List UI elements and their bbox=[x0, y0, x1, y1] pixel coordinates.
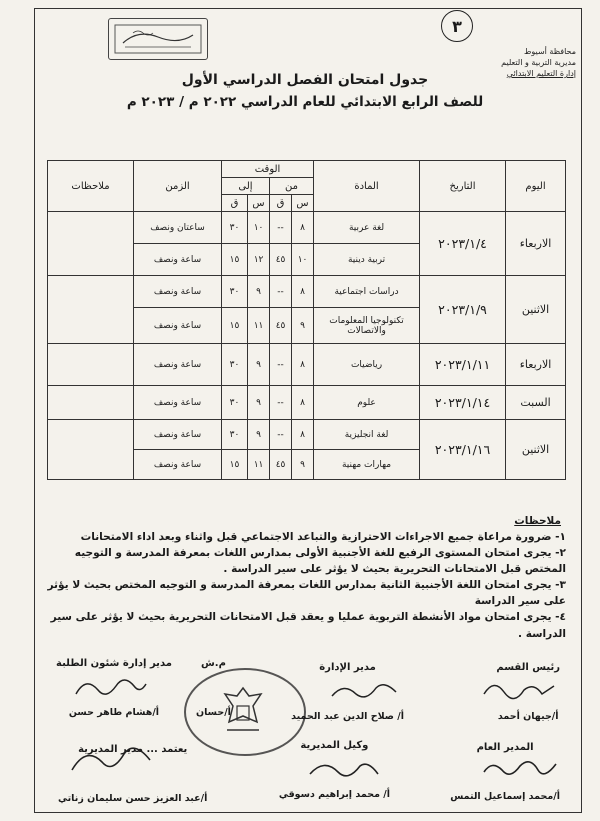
institution-logo-icon bbox=[108, 18, 208, 60]
from-s-cell: ٨ bbox=[292, 420, 314, 450]
header-duration: الزمن bbox=[134, 161, 222, 212]
duration-cell: ساعة ونصف bbox=[134, 450, 222, 480]
from-s-cell: ٩ bbox=[292, 308, 314, 344]
header-from-q: ق bbox=[270, 195, 292, 212]
from-s-cell: ٩ bbox=[292, 450, 314, 480]
duration-cell: ساعة ونصف bbox=[134, 308, 222, 344]
handwritten-signature-icon bbox=[66, 740, 156, 784]
to-s-cell: ٩ bbox=[248, 276, 270, 308]
day-cell: الاثنين bbox=[506, 276, 566, 344]
day-cell: الاربعاء bbox=[506, 344, 566, 386]
to-s-cell: ٩ bbox=[248, 420, 270, 450]
signature-role: رئيس القسم bbox=[496, 662, 560, 673]
subject-cell: رياضيات bbox=[314, 344, 420, 386]
date-cell: ٢٠٢٣/١/٩ bbox=[420, 276, 506, 344]
to-q-cell: ١٥ bbox=[222, 308, 248, 344]
table-row bbox=[48, 212, 566, 244]
signature-name: أ/ صلاح الدين عبد الحميد bbox=[291, 711, 404, 722]
note-item: ١- ضرورة مراعاة جميع الاجراءات الاحترازية والتباعد الاجتماعي قبل واثناء وبعد اداء الامتحانات bbox=[80, 531, 566, 543]
header-time: الوقت bbox=[222, 161, 314, 178]
signature-name: أ/محمد إسماعيل التمس bbox=[450, 791, 560, 802]
from-s-cell: ٨ bbox=[292, 276, 314, 308]
to-s-cell: ١١ bbox=[248, 308, 270, 344]
notes-cell bbox=[48, 276, 134, 344]
handwritten-signature-icon bbox=[70, 672, 150, 706]
from-q-cell: -- bbox=[270, 420, 292, 450]
duration-cell: ساعة ونصف bbox=[134, 386, 222, 420]
from-q-cell: -- bbox=[270, 386, 292, 420]
note-item: ٤- يجرى امتحان مواد الأنشطة التربوية عمليا و يعقد قبل الامتحانات التحريرية بحيث لا يؤثر على سير الدراسة . bbox=[50, 611, 566, 640]
handwritten-signature-icon bbox=[480, 756, 560, 786]
to-q-cell: ٣٠ bbox=[222, 420, 248, 450]
ministry-line-3: إدارة التعليم الابتدائي bbox=[506, 69, 576, 78]
notes-cell bbox=[48, 386, 134, 420]
table-row bbox=[48, 276, 566, 308]
header-day: اليوم bbox=[506, 161, 566, 212]
to-q-cell: ٣٠ bbox=[222, 276, 248, 308]
to-s-cell: ١١ bbox=[248, 450, 270, 480]
from-q-cell: ٤٥ bbox=[270, 244, 292, 276]
handwritten-signature-icon bbox=[304, 756, 384, 786]
to-q-cell: ١٥ bbox=[222, 244, 248, 276]
notes-cell bbox=[48, 420, 134, 480]
signature-inspector bbox=[196, 658, 231, 718]
from-q-cell: -- bbox=[270, 276, 292, 308]
header-subject: المادة bbox=[314, 161, 420, 212]
signature-name: أ/ محمد إبراهيم دسوقي bbox=[278, 789, 390, 800]
page-subtitle: للصف الرابع الابتدائي للعام الدراسي ٢٠٢٢ م / ٢٠٢٣ م bbox=[126, 94, 484, 110]
handwritten-signature-icon bbox=[326, 676, 406, 704]
page-number-badge: ٣ bbox=[441, 10, 473, 42]
table-row bbox=[48, 420, 566, 450]
to-q-cell: ٣٠ bbox=[222, 344, 248, 386]
signature-name: أ/عبد العزيز حسن سليمان زناتي bbox=[58, 793, 208, 804]
subject-cell: تكنولوجيا المعلومات والاتصالات bbox=[314, 308, 420, 344]
table-row bbox=[48, 344, 566, 386]
signature-name: أ/حسان bbox=[196, 707, 231, 718]
to-q-cell: ٣٠ bbox=[222, 386, 248, 420]
header-date: التاريخ bbox=[420, 161, 506, 212]
signature-name: أ/هشام طاهر حسن bbox=[68, 707, 160, 718]
page-title: جدول امتحان الفصل الدراسي الأول bbox=[181, 72, 429, 88]
to-q-cell: ٣٠ bbox=[222, 212, 248, 244]
date-cell: ٢٠٢٣/١/٤ bbox=[420, 212, 506, 276]
to-s-cell: ٩ bbox=[248, 344, 270, 386]
subject-cell: دراسات اجتماعية bbox=[314, 276, 420, 308]
duration-cell: ساعة ونصف bbox=[134, 276, 222, 308]
date-cell: ٢٠٢٣/١/١٤ bbox=[420, 386, 506, 420]
notes-cell bbox=[48, 344, 134, 386]
table-row bbox=[48, 386, 566, 420]
header-to-q: ق bbox=[222, 195, 248, 212]
signature-role: م.ش bbox=[200, 658, 226, 669]
header-from: من bbox=[270, 178, 314, 195]
to-s-cell: ٩ bbox=[248, 386, 270, 420]
exam-schedule-table bbox=[47, 160, 566, 480]
duration-cell: ساعة ونصف bbox=[134, 344, 222, 386]
to-s-cell: ١٢ bbox=[248, 244, 270, 276]
subject-cell: تربية دينية bbox=[314, 244, 420, 276]
from-q-cell: ٤٥ bbox=[270, 308, 292, 344]
notes-heading: ملاحظات bbox=[514, 515, 561, 527]
date-cell: ٢٠٢٣/١/١١ bbox=[420, 344, 506, 386]
note-item: ٣- يجرى امتحان اللغة الأجنبية الثانية بمدارس اللغات بمعرفة المدرسة و التوجيه المختص بحيث لا يؤثر على سير الدراسة bbox=[47, 579, 566, 608]
ministry-line-2: مديرية التربية و التعليم bbox=[501, 58, 576, 67]
signature-role: مدير الإدارة bbox=[319, 662, 376, 673]
duration-cell: ساعة ونصف bbox=[134, 244, 222, 276]
from-s-cell: ٨ bbox=[292, 212, 314, 244]
subject-cell: لغة انجليزية bbox=[314, 420, 420, 450]
from-q-cell: ٤٥ bbox=[270, 450, 292, 480]
day-cell: السبت bbox=[506, 386, 566, 420]
header-from-s: س bbox=[292, 195, 314, 212]
from-s-cell: ١٠ bbox=[292, 244, 314, 276]
from-q-cell: -- bbox=[270, 212, 292, 244]
duration-cell: ساعتان ونصف bbox=[134, 212, 222, 244]
duration-cell: ساعة ونصف bbox=[134, 420, 222, 450]
date-cell: ٢٠٢٣/١/١٦ bbox=[420, 420, 506, 480]
to-q-cell: ١٥ bbox=[222, 450, 248, 480]
to-s-cell: ١٠ bbox=[248, 212, 270, 244]
signature-role: مدير إدارة شئون الطلبة bbox=[56, 658, 172, 669]
subject-cell: علوم bbox=[314, 386, 420, 420]
from-q-cell: -- bbox=[270, 344, 292, 386]
header-notes: ملاحظات bbox=[48, 161, 134, 212]
signature-role: يعتمد ... مدير المديرية bbox=[78, 744, 188, 755]
signature-role: المدير العام bbox=[476, 742, 534, 753]
notes-cell bbox=[48, 212, 134, 276]
subject-cell: مهارات مهنية bbox=[314, 450, 420, 480]
notes-list bbox=[40, 529, 566, 642]
signature-name: أ/جيهان أحمد bbox=[497, 711, 559, 722]
signature-role: وكيل المديرية bbox=[300, 740, 369, 751]
note-item: ٢- يجرى امتحان المستوى الرفيع للغة الأجنبية الأولى بمدارس اللغات بمعرفة المدرسة و التوجيه المختص قبل الامتحانات التحريرية بحيث لا يؤثر على سير الدراسة . bbox=[74, 547, 566, 576]
from-s-cell: ٨ bbox=[292, 386, 314, 420]
day-cell: الاثنين bbox=[506, 420, 566, 480]
from-s-cell: ٨ bbox=[292, 344, 314, 386]
handwritten-signature-icon bbox=[480, 676, 560, 704]
header-to-s: س bbox=[248, 195, 270, 212]
day-cell: الاربعاء bbox=[506, 212, 566, 276]
subject-cell: لغة عربية bbox=[314, 212, 420, 244]
ministry-line-1: محافظة أسيوط bbox=[524, 47, 576, 56]
header-to: إلى bbox=[222, 178, 270, 195]
